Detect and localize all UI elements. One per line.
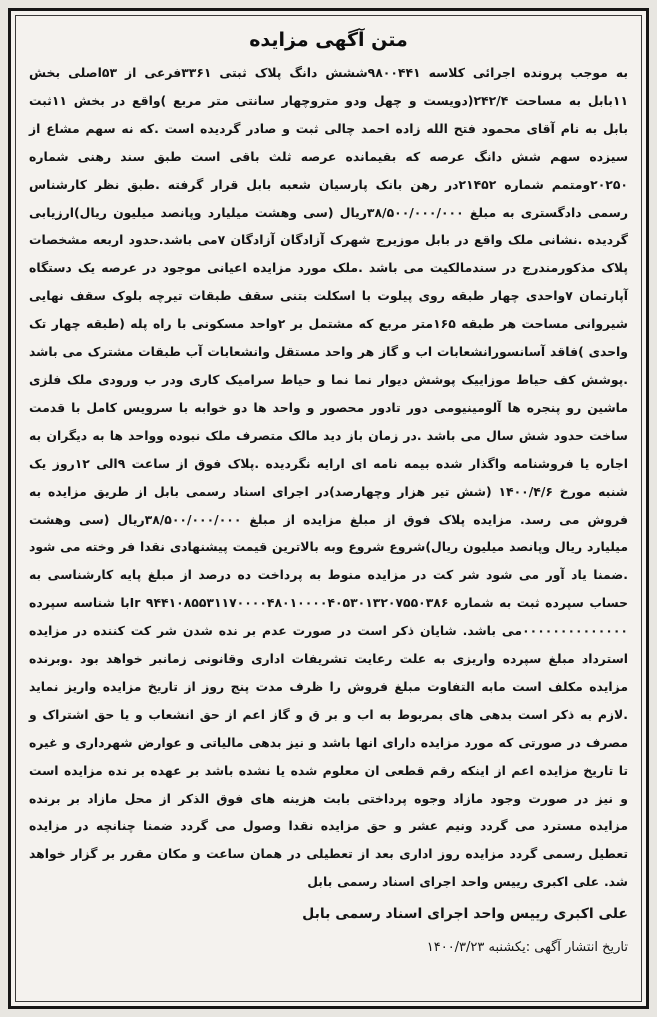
notice-content (29, 23, 628, 992)
publication-date: تاریخ انتشار آگهی :یکشنبه ۱۴۰۰/۳/۲۳ (426, 940, 628, 956)
notice-title: متن آگهی مزایده (249, 29, 408, 51)
notice-body: به موجب پرونده اجرائی کلاسه ۹۸۰۰۴۴۱ششش دانگ پلاک ثبتی ۳۳۶۱فرعی از ۵۳اصلی بخش ۱۱بابل به مساحت ۲۴۲/۴(دویست و چهل ودو متروچهار سانتی متر مربع )واقع در بخش ۱۱ثبت بابل به نام آقای محمود فتح الله زاده احمد چالی ثبت و صادر گردیده است .که نه سهم مشاع از سیزده سهم شش دانگ عرصه که بقیمانده عرصه ثلث باقی است طبق سند رهنی شماره ۲۰۲۵۰ومتمم شماره ۲۱۴۵۲در رهن بانک پارسیان شعبه بابل قرار گرفته .طبق نظر کارشناس رسمی دادگستری به مبلغ ۳۸/۵۰۰/۰۰۰/۰۰۰ریال (سی وهشت میلیارد وپانصد میلیون ریال)ارزیابی گردیده .نشانی ملک واقع در بابل موزیرج شهرک آزادگان آزادگان ۷می باشد.حدود اربعه مشخصات پلاک مذکورمندرج در سندمالکیت می باشد .ملک مورد مزایده اعیانی موجود در عرصه یک دستگاه آپارتمان ۷واحدی چهار طبقه روی پیلوت با اسکلت بتنی سقف طبقات تیرچه بلوک سقف نهایی شیروانی مساحت هر طبقه ۱۶۵متر مربع که مشتمل بر ۲واحد مسکونی با راه پله (طبقه چهار تک واحدی )فاقد آسانسورانشعابات اب و گاز هر واحد مستقل وانشعابات آب طبقات مشترک می باشد .پوشش کف حیاط موزاییک پوشش دیوار نما نما و حیاط سرامیک کاری ودر ب ورودی ملک فلزی ماشین رو پنجره ها آلومینیومی دور تادور محصور و واحد ها دو خوابه با سرویس کامل با قدمت ساخت حدود شش سال می باشد .در زمان باز دید مالک متصرف ملک نبوده وواحد ها به دیگران به اجاره یا فروشنامه واگذار شده بیمه نامه ای ارایه نگردیده .پلاک فوق از ساعت ۹الی ۱۲روز یک شنبه مورخ ۱۴۰۰/۴/۶ (شش تیر هزار وچهارصد)در اجرای اسناد رسمی بابل از طریق مزایده به فروش می رسد. مزایده پلاک فوق از مبلغ مزایده از مبلغ ۳۸/۵۰۰/۰۰۰/۰۰۰ریال (سی وهشت میلیارد ریال وپانصد میلیون ریال)شروع شروع وبه بالاترین قیمت پیشنهادی نقدا فر وخته می شود .ضمنا یاد آور می شود شر کت در مزایده منوط به پرداخت ده درصد از مبلغ پایه کارشناسی به حساب سپرده ثبت به شماره Ir ۹۴۴۱۰۸۵۵۳۱۱۷۰۰۰۰۴۸۰۱۰۰۰۰۴۰۵۳۰۱۳۲۰۷۵۵۰۳۸۶با شناسه سپرده ۰۰۰۰۰۰۰۰۰۰۰۰۰۰می باشد. شایان ذکر است در صورت عدم بر نده شدن شر کت کننده در مزایده استرداد مبلغ سپرده واریزی به علت رعایت تشریفات اداری وقانونی زمانبر خواهد بود .وبرنده مزایده مکلف است مابه التفاوت مبلغ فروش را ظرف مدت پنج روز از تاریخ مزایده واریز نماید .لازم به ذکر است بدهی های بمربوط به اب و بر ق و گاز اعم از حق انشعاب و یا حق اشتراک و مصرف در صورتی که مورد مزایده دارای انها باشد و نیز بدهی مالیاتی و عوارض شهرداری و غیره تا تاریخ مزایده اعم از اینکه رقم قطعی ان معلوم شده یا نشده باشد بر عهده بر نده مزایده است و نیز در صورت وجود مازاد وجوه پرداختی بابت هزینه های فوق الذکر از محل مازاد بر برنده مزایده مسترد می گردد ونیم عشر و حق مزایده نقدا وصول می گردد ضمنا چنانچه در مزایده تعطیل رسمی گردد مزایده روز اداری بعد از تعطیلی در همان ساعت و مکان مقرر بر گزار خواهد شد. علی اکبری رییس واحد اجرای اسناد رسمی بابل (29, 65, 629, 890)
signature-line: علی اکبری رییس واحد اجرای اسناد رسمی بابل (302, 906, 628, 923)
notice-frame (8, 8, 649, 1009)
